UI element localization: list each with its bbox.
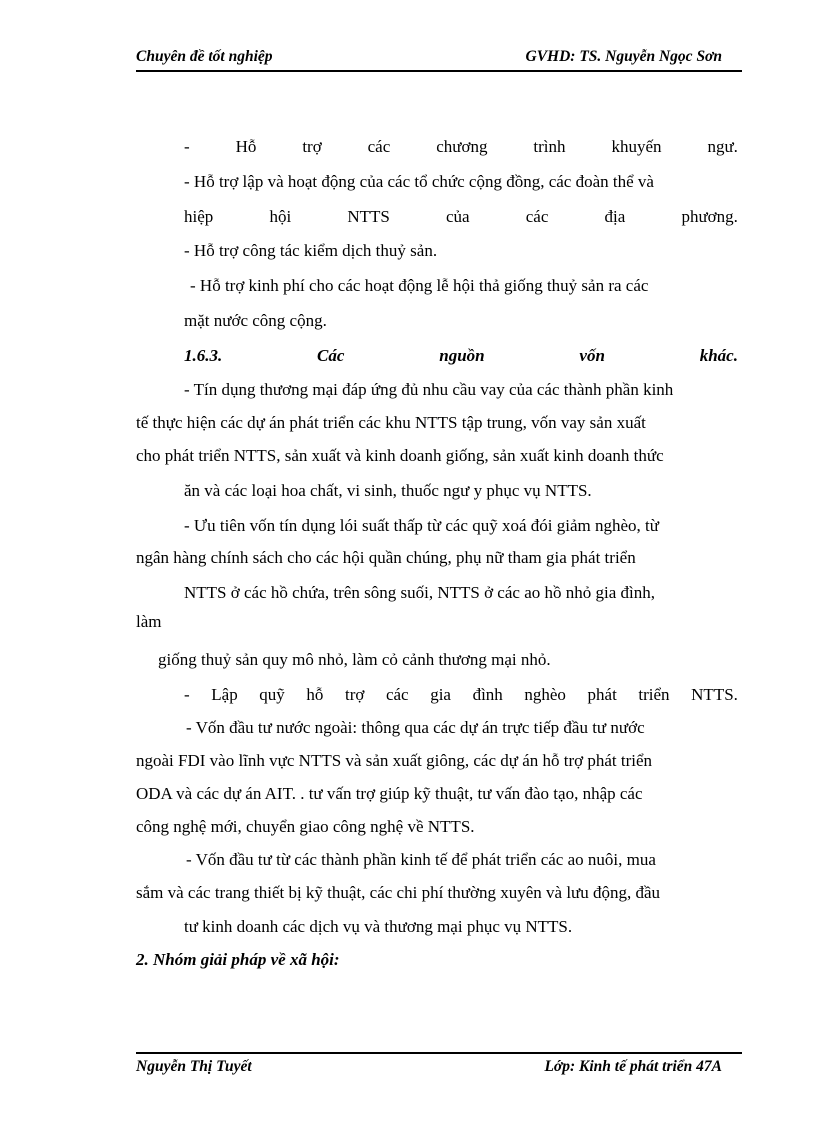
line-16: giống thuỷ sản quy mô nhỏ, làm cỏ cảnh thương mại nhỏ. [158, 650, 551, 669]
line-15: làm [136, 612, 162, 631]
line-20: ODA và các dự án AIT. . tư vấn trợ giúp kỹ thuật, tư vấn đào tạo, nhập các [136, 784, 643, 803]
line-19: ngoài FDI vào lĩnh vực NTTS và sản xuất giông, các dự án hỗ trợ phát triển [136, 751, 653, 770]
section-heading-1-6-3 [184, 346, 738, 366]
line-21: công nghệ mới, chuyển giao công nghệ về NTTS. [136, 817, 475, 836]
word: hội [269, 207, 292, 226]
word: nguồn [439, 346, 485, 365]
line-17 [184, 685, 738, 705]
line-13: ngân hàng chính sách cho các hội quần chúng, phụ nữ tham gia phát triển [136, 548, 636, 567]
line-14: NTTS ở các hồ chứa, trên sông suối, NTTS ở các ao hồ nhỏ gia đình, [184, 583, 655, 602]
word: ngư. [707, 137, 738, 156]
word: địa [604, 207, 626, 226]
word: trợ [302, 137, 322, 156]
header-title: Chuyên đề tốt nghiệp [136, 48, 273, 65]
word: của [445, 207, 470, 226]
word: Hỗ [235, 137, 257, 156]
word: NTTS. [691, 685, 738, 704]
word: phát [587, 685, 617, 704]
page-header [136, 48, 742, 70]
line-1 [184, 137, 738, 157]
word: nghèo [524, 685, 566, 704]
footer-author: Nguyễn Thị Tuyết [136, 1058, 252, 1075]
word: hiệp [184, 207, 214, 226]
line-5: - Hỗ trợ kinh phí cho các hoạt động lễ hội thả giống thuỷ sản ra các [190, 276, 649, 295]
word: quỹ [259, 685, 285, 704]
word: các [385, 685, 409, 704]
line-23: sắm và các trang thiết bị kỹ thuật, các chi phí thường xuyên và lưu động, đầu [136, 883, 661, 902]
word: vốn [579, 346, 605, 365]
footer-class: Lớp: Kinh tế phát triển 47A [544, 1058, 722, 1075]
line-18: - Vốn đầu tư nước ngoài: thông qua các dự án trực tiếp đầu tư nước [186, 718, 645, 737]
word: triển [638, 685, 670, 704]
word: trợ [344, 685, 365, 704]
footer-rule [136, 1052, 742, 1054]
line-12: - Ưu tiên vốn tín dụng lói suất thấp từ các quỹ xoá đói giảm nghèo, từ [184, 516, 659, 535]
line-6: mặt nước công cộng. [184, 311, 327, 330]
word: gia [430, 685, 451, 704]
line-24: tư kinh doanh các dịch vụ và thương mại phục vụ NTTS. [184, 917, 573, 936]
line-2: - Hỗ trợ lập và hoạt động của các tổ chức cộng đồng, các đoàn thể và [184, 172, 654, 191]
line-4: - Hỗ trợ công tác kiểm dịch thuỷ sản. [184, 241, 438, 260]
word: các [525, 207, 549, 226]
word: hỗ [306, 685, 324, 704]
word: khác. [699, 346, 738, 365]
line-9: tế thực hiện các dự án phát triển các khu NTTS tập trung, vốn vay sản xuất [136, 413, 646, 432]
line-22: - Vốn đầu tư từ các thành phần kinh tế để phát triển các ao nuôi, mua [186, 850, 656, 869]
header-rule [136, 70, 742, 72]
word: Lập [211, 685, 238, 704]
line-10: cho phát triển NTTS, sản xuất và kinh doanh giống, sản xuất kinh doanh thức [136, 446, 664, 465]
section-heading-2: 2. Nhóm giải pháp về xã hội: [136, 950, 340, 969]
word: các [367, 137, 391, 156]
word: NTTS [347, 207, 390, 226]
word: phương. [681, 207, 738, 226]
line-3 [184, 207, 738, 227]
word: - [184, 137, 190, 156]
word: trình [533, 137, 566, 156]
header-supervisor: GVHD: TS. Nguyễn Ngọc Sơn [525, 48, 722, 65]
word: Các [317, 346, 345, 365]
page-footer [136, 1058, 742, 1080]
word: chương [436, 137, 488, 156]
word: khuyến [611, 137, 662, 156]
word: - [184, 685, 190, 704]
line-11: ăn và các loại hoa chất, vi sinh, thuốc ngư y phục vụ NTTS. [184, 481, 592, 500]
word: 1.6.3. [184, 346, 223, 365]
line-8: - Tín dụng thương mại đáp ứng đủ nhu cầu vay của các thành phần kinh [184, 380, 674, 399]
word: đình [472, 685, 503, 704]
